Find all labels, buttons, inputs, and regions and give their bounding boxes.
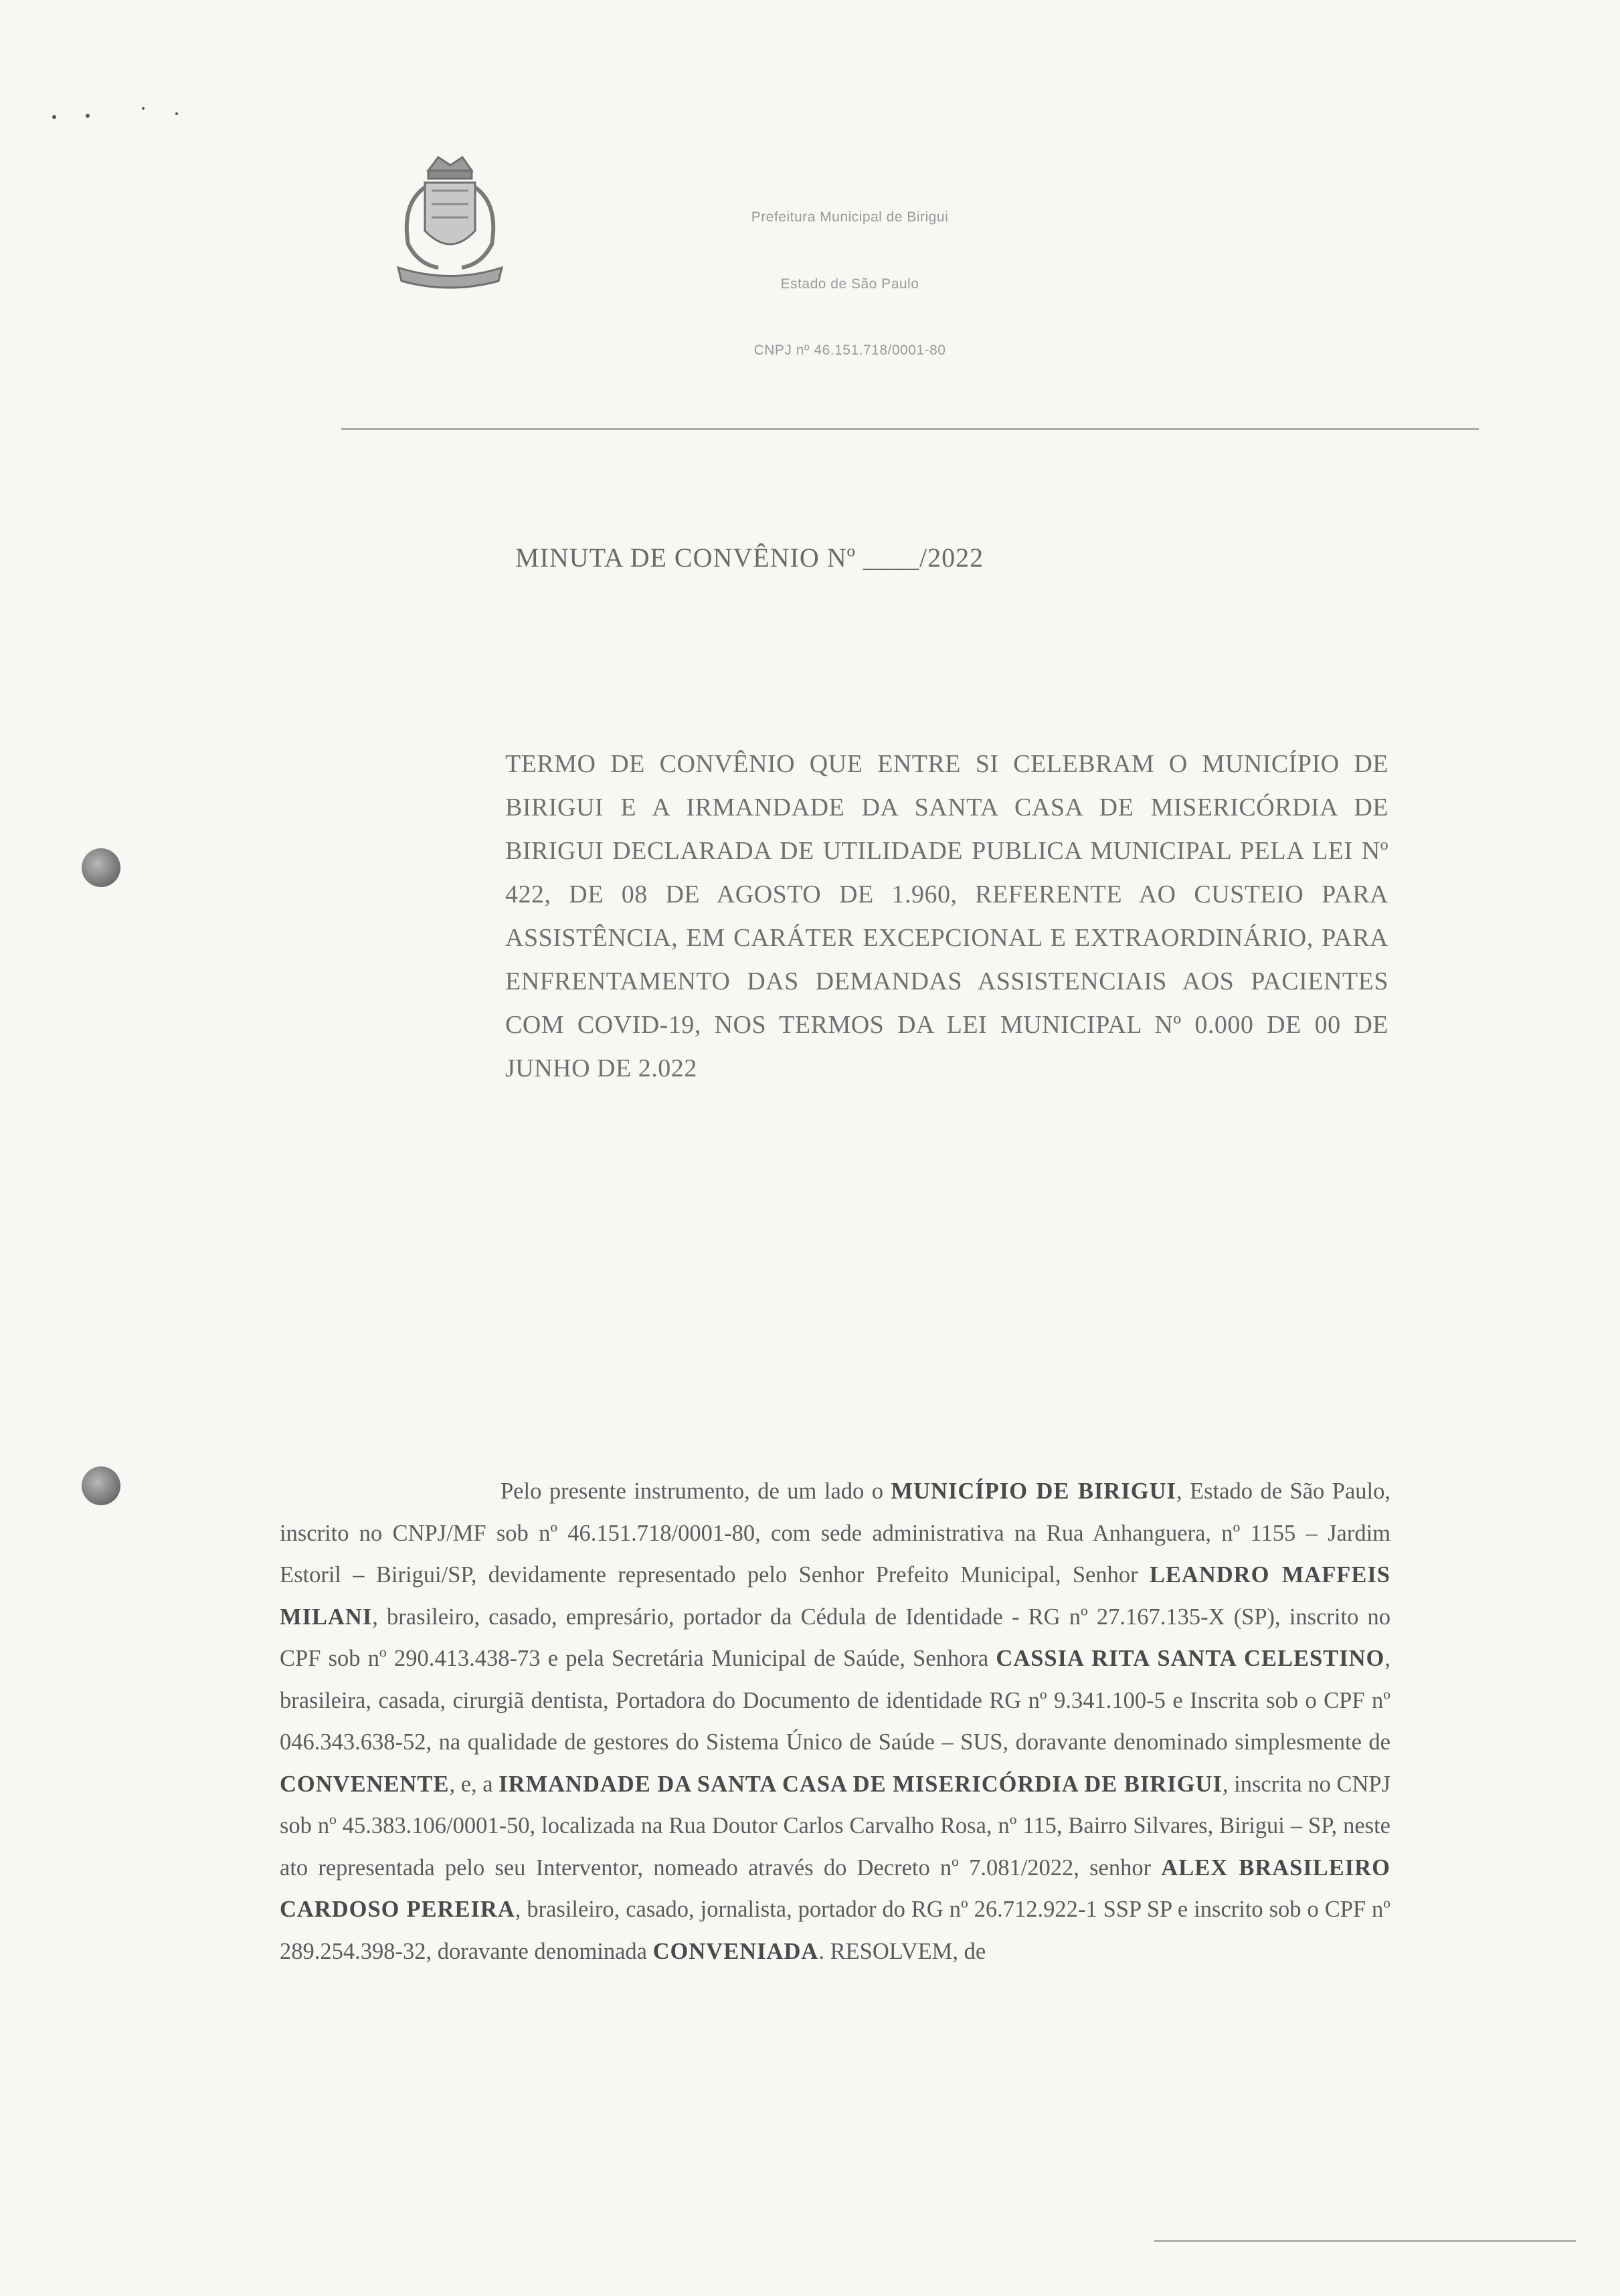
footer-divider <box>1154 2240 1576 2242</box>
body-bold-segment: ALEX BRASILEIRO CARDOSO PEREIRA <box>280 1854 1390 1922</box>
scan-speck <box>175 112 178 115</box>
punch-hole <box>82 1466 120 1505</box>
body-text-segment: , brasileiro, casado, empresário, portador da Cédula de Identidade - RG nº 27.167.135-X (SP), inscrito no CPF sob nº 290.413.438-73 e pela Secretária Municipal de Saúde, Senhora <box>280 1604 1390 1671</box>
header-state: Estado de São Paulo <box>780 276 919 292</box>
header-org-name: Prefeitura Municipal de Birigui <box>751 209 949 225</box>
scan-speck <box>52 115 56 119</box>
body-bold-segment: CASSIA RITA SANTA CELESTINO <box>996 1646 1385 1671</box>
header-cnpj: CNPJ nº 46.151.718/0001-80 <box>753 343 946 358</box>
document-title: MINUTA DE CONVÊNIO Nº ____/2022 <box>515 543 984 573</box>
body-text-segment: , inscrita no CNPJ sob nº 45.383.106/0001-50, localizada na Rua Doutor Carlos Carvalho Rosa, nº 115, Bairro Silvares, Birigui – SP, neste ato representada pelo seu Interventor, nomeado através do Decreto nº 7.081/2022, senhor <box>280 1771 1390 1881</box>
body-text-segment: , e, a <box>449 1771 499 1797</box>
scan-speck <box>142 107 145 110</box>
body-text-segment: , brasileira, casada, cirurgiã dentista, Portadora do Documento de identidade RG nº 9.341.100-5 e Inscrita sob o CPF nº 046.343.638-52, na qualidade de gestores do Sistema Único de Saúde – SUS, doravante denominado simplesmente de <box>280 1646 1390 1755</box>
body-bold-segment: LEANDRO MAFFEIS MILANI <box>280 1562 1390 1630</box>
ementa-paragraph: TERMO DE CONVÊNIO QUE ENTRE SI CELEBRAM O MUNICÍPIO DE BIRIGUI E A IRMANDADE DA SANTA CASA DE MISERICÓRDIA DE BIRIGUI DECLARADA DE UTILIDADE PUBLICA MUNICIPAL PELA LEI Nº 422, DE 08 DE AGOSTO DE 1.960, REFERENTE AO CUSTEIO PARA ASSISTÊNCIA, EM CARÁTER EXCEPCIONAL E EXTRAORDINÁRIO, PARA ENFRENTAMENTO DAS DEMANDAS ASSISTENCIAIS AOS PACIENTES COM COVID-19, NOS TERMOS DA LEI MUNICIPAL Nº 0.000 DE 00 DE JUNHO DE 2.022 <box>505 750 1388 1082</box>
body-paragraph <box>280 1470 1390 1972</box>
punch-hole <box>82 848 120 887</box>
header-divider <box>341 428 1479 430</box>
body-text-segment: . RESOLVEM, de <box>818 1938 986 1964</box>
body-text-segment: Pelo presente instrumento, de um lado o <box>501 1478 891 1504</box>
scan-speck <box>86 114 90 118</box>
body-bold-segment: CONVENIADA <box>652 1938 819 1964</box>
body-bold-segment: MUNICÍPIO DE BIRIGUI <box>891 1478 1176 1504</box>
body-text-segment: , brasileiro, casado, jornalista, portador do RG nº 26.712.922-1 SSP SP e inscrito sob o CPF nº 289.254.398-32, doravante denominada <box>280 1897 1390 1964</box>
municipal-crest-icon <box>391 151 509 298</box>
body-bold-segment: IRMANDADE DA SANTA CASA DE MISERICÓRDIA DE BIRIGUI <box>499 1771 1223 1797</box>
body-bold-segment: CONVENENTE <box>280 1771 450 1797</box>
body-text-segment: , Estado de São Paulo, inscrito no CNPJ/MF sob nº 46.151.718/0001-80, com sede administrativa na Rua Anhanguera, nº 1155 – Jardim Estoril – Birigui/SP, devidamente representado pelo Senhor Prefeito Municipal, Senhor <box>280 1478 1391 1588</box>
